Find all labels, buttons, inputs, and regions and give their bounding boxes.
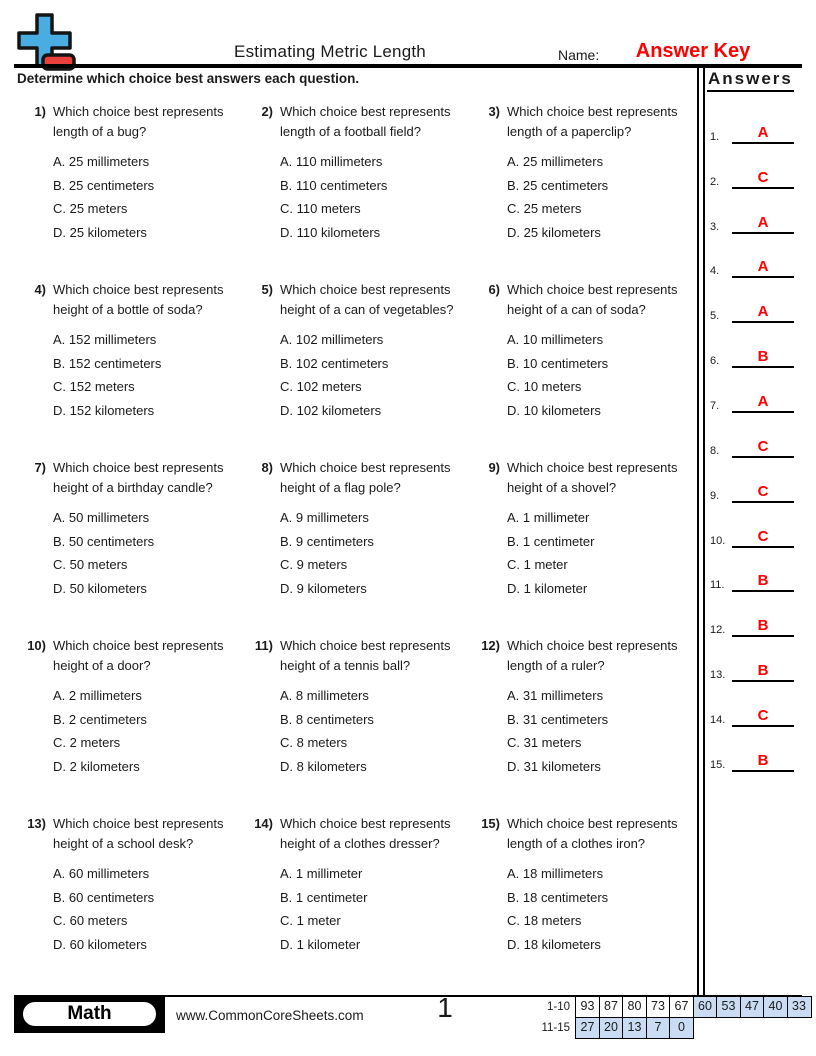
answer-number: 6.: [710, 355, 720, 368]
score-cell: 20: [599, 1017, 624, 1039]
page-title: Estimating Metric Length: [234, 42, 426, 61]
question-body: [280, 814, 454, 986]
answer-number: 10.: [710, 534, 726, 547]
answer-blank: [732, 528, 794, 548]
choice: C. 31 meters: [507, 735, 582, 750]
answers-heading: Answers: [707, 69, 794, 92]
answer-blank: [732, 393, 794, 413]
question-body: [53, 458, 227, 630]
question-block: [476, 808, 696, 986]
answer-letter: A: [757, 123, 769, 141]
answer-letter: B: [757, 662, 769, 680]
score-grid: [529, 996, 812, 1039]
question-text: Which choice best represents height of a bottle of soda?: [53, 282, 224, 317]
choice-list: [507, 684, 681, 778]
score-cell: 27: [575, 1017, 600, 1039]
answer-blank: [732, 348, 794, 368]
answer-letter: C: [757, 437, 769, 455]
choice-list: [507, 506, 681, 600]
answer-number: 8.: [710, 444, 720, 457]
score-cell: 47: [740, 996, 765, 1018]
score-cell: 53: [716, 996, 741, 1018]
choice: B. 25 centimeters: [53, 177, 155, 193]
question-text: Which choice best represents length of a clothes iron?: [507, 816, 678, 851]
answer-blank: [732, 214, 794, 234]
question-number: 1): [34, 104, 46, 119]
choice: D. 25 kilometers: [507, 224, 601, 240]
answers-column-divider: [697, 66, 705, 995]
question-block: [249, 808, 476, 986]
question-body: [280, 458, 454, 630]
choice-list: [507, 862, 681, 956]
choice: A. 8 millimeters: [280, 688, 369, 703]
choice: B. 50 centimeters: [53, 533, 155, 549]
choice: A. 152 millimeters: [53, 332, 157, 347]
question-text: Which choice best represents length of a ruler?: [507, 638, 678, 673]
score-row-label: 1-10: [546, 1001, 570, 1013]
question-body: [53, 102, 227, 274]
question-body: [507, 458, 681, 630]
score-cell: 80: [622, 996, 647, 1018]
choice: B. 1 centimeter: [507, 533, 595, 549]
answer-blank: [732, 169, 794, 189]
answer-row: [710, 458, 806, 503]
answer-letter: C: [757, 527, 769, 545]
question-number: 4): [34, 282, 46, 297]
choice: B. 9 centimeters: [280, 533, 374, 549]
choice-list: [280, 506, 454, 600]
choice: A. 110 millimeters: [280, 154, 383, 169]
choice-list: [53, 150, 227, 244]
question-number: 9): [488, 460, 500, 475]
answer-number: 4.: [710, 265, 720, 278]
choice: D. 31 kilometers: [507, 758, 601, 774]
answer-row: [710, 503, 806, 548]
question-number: 15): [481, 816, 500, 831]
question-text: Which choice best represents height of a school desk?: [53, 816, 224, 851]
answer-row: [710, 323, 806, 368]
choice: B. 31 centimeters: [507, 711, 609, 727]
answer-row: [710, 99, 806, 144]
choice-list: [280, 684, 454, 778]
choice: D. 9 kilometers: [280, 580, 367, 596]
choice: C. 152 meters: [53, 379, 135, 394]
question-number: 11): [254, 638, 273, 653]
answer-letter: B: [757, 617, 769, 635]
answer-letter: A: [757, 393, 769, 411]
question-number: 7): [34, 460, 46, 475]
answer-number: 14.: [710, 714, 726, 727]
choice: D. 25 kilometers: [53, 224, 147, 240]
name-value-answer-key: Answer Key: [635, 40, 751, 62]
question-block: [22, 274, 249, 452]
answer-number: 7.: [710, 400, 720, 413]
answer-row: [710, 727, 806, 772]
question-body: [507, 636, 681, 808]
question-number: 12): [481, 638, 500, 653]
answer-row: [710, 548, 806, 593]
choice-list: [507, 328, 681, 422]
question-block: [22, 452, 249, 630]
score-cell: 7: [646, 1017, 671, 1039]
question-block: [476, 630, 696, 808]
choice: A. 1 millimeter: [280, 866, 363, 881]
choice: A. 50 millimeters: [53, 510, 150, 525]
question-text: Which choice best represents length of a paperclip?: [507, 104, 678, 139]
question-block: [476, 452, 696, 630]
choice: D. 10 kilometers: [507, 402, 601, 418]
choice: B. 25 centimeters: [507, 177, 609, 193]
choice: C. 1 meter: [280, 913, 341, 928]
answer-letter: A: [757, 258, 769, 276]
question-block: [476, 96, 696, 274]
choice: B. 8 centimeters: [280, 711, 374, 727]
subject-badge-label: Math: [21, 1000, 158, 1028]
question-body: [280, 636, 454, 808]
answer-blank: [732, 438, 794, 458]
question-number: 13): [27, 816, 46, 831]
score-cell: 87: [599, 996, 624, 1018]
choice: B. 10 centimeters: [507, 355, 609, 371]
question-body: [507, 102, 681, 274]
answer-letter: B: [757, 751, 769, 769]
choice-list: [53, 328, 227, 422]
choice: A. 25 millimeters: [507, 154, 604, 169]
choice: C. 25 meters: [53, 201, 128, 216]
choice: A. 2 millimeters: [53, 688, 142, 703]
question-number: 3): [488, 104, 500, 119]
choice-list: [53, 506, 227, 600]
answer-blank: [732, 258, 794, 278]
answer-row: [710, 592, 806, 637]
choice: C. 110 meters: [280, 201, 361, 216]
choice: A. 10 millimeters: [507, 332, 604, 347]
question-block: [22, 808, 249, 986]
answer-blank: [732, 707, 794, 727]
answer-row: [710, 278, 806, 323]
question-text: Which choice best represents height of a tennis ball?: [280, 638, 451, 673]
score-cell: 13: [622, 1017, 647, 1039]
choice: B. 152 centimeters: [53, 355, 162, 371]
choice-list: [280, 150, 454, 244]
choice: B. 102 centimeters: [280, 355, 389, 371]
answer-number: 12.: [710, 624, 726, 637]
choice: A. 9 millimeters: [280, 510, 369, 525]
choice: C. 50 meters: [53, 557, 128, 572]
question-body: [280, 280, 454, 452]
question-body: [53, 636, 227, 808]
answer-row: [710, 234, 806, 279]
answer-number: 15.: [710, 758, 726, 771]
question-block: [249, 452, 476, 630]
question-block: [22, 96, 249, 274]
answer-row: [710, 637, 806, 682]
choice: A. 31 millimeters: [507, 688, 604, 703]
choice: D. 1 kilometer: [280, 936, 361, 952]
choice: D. 60 kilometers: [53, 936, 147, 952]
question-number: 5): [261, 282, 273, 297]
choice: D. 2 kilometers: [53, 758, 140, 774]
answer-letter: B: [757, 572, 769, 590]
choice: D. 50 kilometers: [53, 580, 147, 596]
subject-badge: [14, 995, 165, 1033]
choice: D. 18 kilometers: [507, 936, 601, 952]
choice: B. 2 centimeters: [53, 711, 147, 727]
answer-letter: B: [757, 348, 769, 366]
answers-list: [710, 99, 806, 772]
question-block: [249, 274, 476, 452]
question-number: 10): [27, 638, 46, 653]
question-number: 14): [254, 816, 273, 831]
score-cell: 0: [669, 1017, 694, 1039]
choice: A. 18 millimeters: [507, 866, 604, 881]
choice: C. 8 meters: [280, 735, 348, 750]
answer-row: [710, 413, 806, 458]
question-block: [249, 630, 476, 808]
question-body: [53, 814, 227, 986]
answer-blank: [732, 662, 794, 682]
question-text: Which choice best represents height of a door?: [53, 638, 224, 673]
choice: B. 60 centimeters: [53, 889, 155, 905]
answer-letter: A: [757, 303, 769, 321]
answer-row: [710, 144, 806, 189]
answer-letter: A: [757, 213, 769, 231]
score-cell: 40: [763, 996, 788, 1018]
choice: C. 25 meters: [507, 201, 582, 216]
choice: B. 18 centimeters: [507, 889, 609, 905]
choice: C. 10 meters: [507, 379, 582, 394]
answer-letter: C: [757, 482, 769, 500]
commoncoresheets-logo: [12, 10, 80, 79]
question-text: Which choice best represents length of a football field?: [280, 104, 451, 139]
choice: A. 1 millimeter: [507, 510, 590, 525]
question-text: Which choice best represents height of a clothes dresser?: [280, 816, 451, 851]
answer-number: 11.: [710, 579, 725, 592]
question-block: [476, 274, 696, 452]
header-divider: [14, 64, 802, 68]
choice-list: [507, 150, 681, 244]
choice: B. 1 centimeter: [280, 889, 368, 905]
choice: D. 152 kilometers: [53, 402, 155, 418]
question-block: [22, 630, 249, 808]
answer-number: 5.: [710, 310, 720, 323]
name-label: Name:: [558, 47, 600, 63]
choice: A. 25 millimeters: [53, 154, 150, 169]
question-number: 6): [488, 282, 500, 297]
question-body: [280, 102, 454, 274]
website-link[interactable]: www.CommonCoreSheets.com: [176, 1008, 364, 1023]
question-body: [53, 280, 227, 452]
choice: C. 18 meters: [507, 913, 582, 928]
answer-letter: C: [757, 168, 769, 186]
answer-row: [710, 368, 806, 413]
choice: B. 110 centimeters: [280, 177, 388, 193]
choice-list: [53, 684, 227, 778]
score-row: [529, 996, 812, 1018]
answer-row: [710, 189, 806, 234]
answer-letter: C: [757, 707, 769, 725]
answer-blank: [732, 303, 794, 323]
choice: D. 1 kilometer: [507, 580, 588, 596]
choice-list: [280, 862, 454, 956]
answer-blank: [732, 483, 794, 503]
answer-number: 9.: [710, 489, 720, 502]
choice-list: [53, 862, 227, 956]
score-cell: 33: [787, 996, 812, 1018]
choice: D. 102 kilometers: [280, 402, 382, 418]
choice: D. 110 kilometers: [280, 224, 381, 240]
choice: C. 60 meters: [53, 913, 128, 928]
question-number: 8): [261, 460, 273, 475]
question-text: Which choice best represents height of a can of vegetables?: [280, 282, 454, 317]
choice: C. 9 meters: [280, 557, 348, 572]
choice: A. 102 millimeters: [280, 332, 384, 347]
answer-number: 3.: [710, 220, 720, 233]
answer-number: 13.: [710, 669, 726, 682]
choice: C. 2 meters: [53, 735, 121, 750]
score-cell: 73: [646, 996, 671, 1018]
question-text: Which choice best represents height of a shovel?: [507, 460, 678, 495]
question-body: [507, 280, 681, 452]
score-cell: 60: [693, 996, 718, 1018]
choice: D. 8 kilometers: [280, 758, 367, 774]
score-row-label: 11-15: [541, 1021, 570, 1034]
answer-row: [710, 682, 806, 727]
answer-blank: [732, 124, 794, 144]
choice-list: [280, 328, 454, 422]
question-number: 2): [261, 104, 273, 119]
score-row: [529, 1017, 812, 1039]
instructions-text: Determine which choice best answers each question.: [17, 71, 360, 86]
question-text: Which choice best represents length of a bug?: [53, 104, 224, 139]
questions-grid: [22, 96, 696, 986]
question-text: Which choice best represents height of a flag pole?: [280, 460, 451, 495]
choice: C. 1 meter: [507, 557, 568, 572]
answer-blank: [732, 572, 794, 592]
question-text: Which choice best represents height of a can of soda?: [507, 282, 678, 317]
score-cell: 67: [669, 996, 694, 1018]
answer-blank: [732, 617, 794, 637]
page-number: 1: [437, 992, 453, 1023]
question-body: [507, 814, 681, 986]
answer-number: 2.: [710, 175, 720, 188]
choice: C. 102 meters: [280, 379, 362, 394]
question-text: Which choice best represents height of a birthday candle?: [53, 460, 224, 495]
answer-blank: [732, 752, 794, 772]
answer-number: 1.: [710, 130, 720, 143]
choice: A. 60 millimeters: [53, 866, 150, 881]
score-cell: 93: [575, 996, 600, 1018]
question-block: [249, 96, 476, 274]
